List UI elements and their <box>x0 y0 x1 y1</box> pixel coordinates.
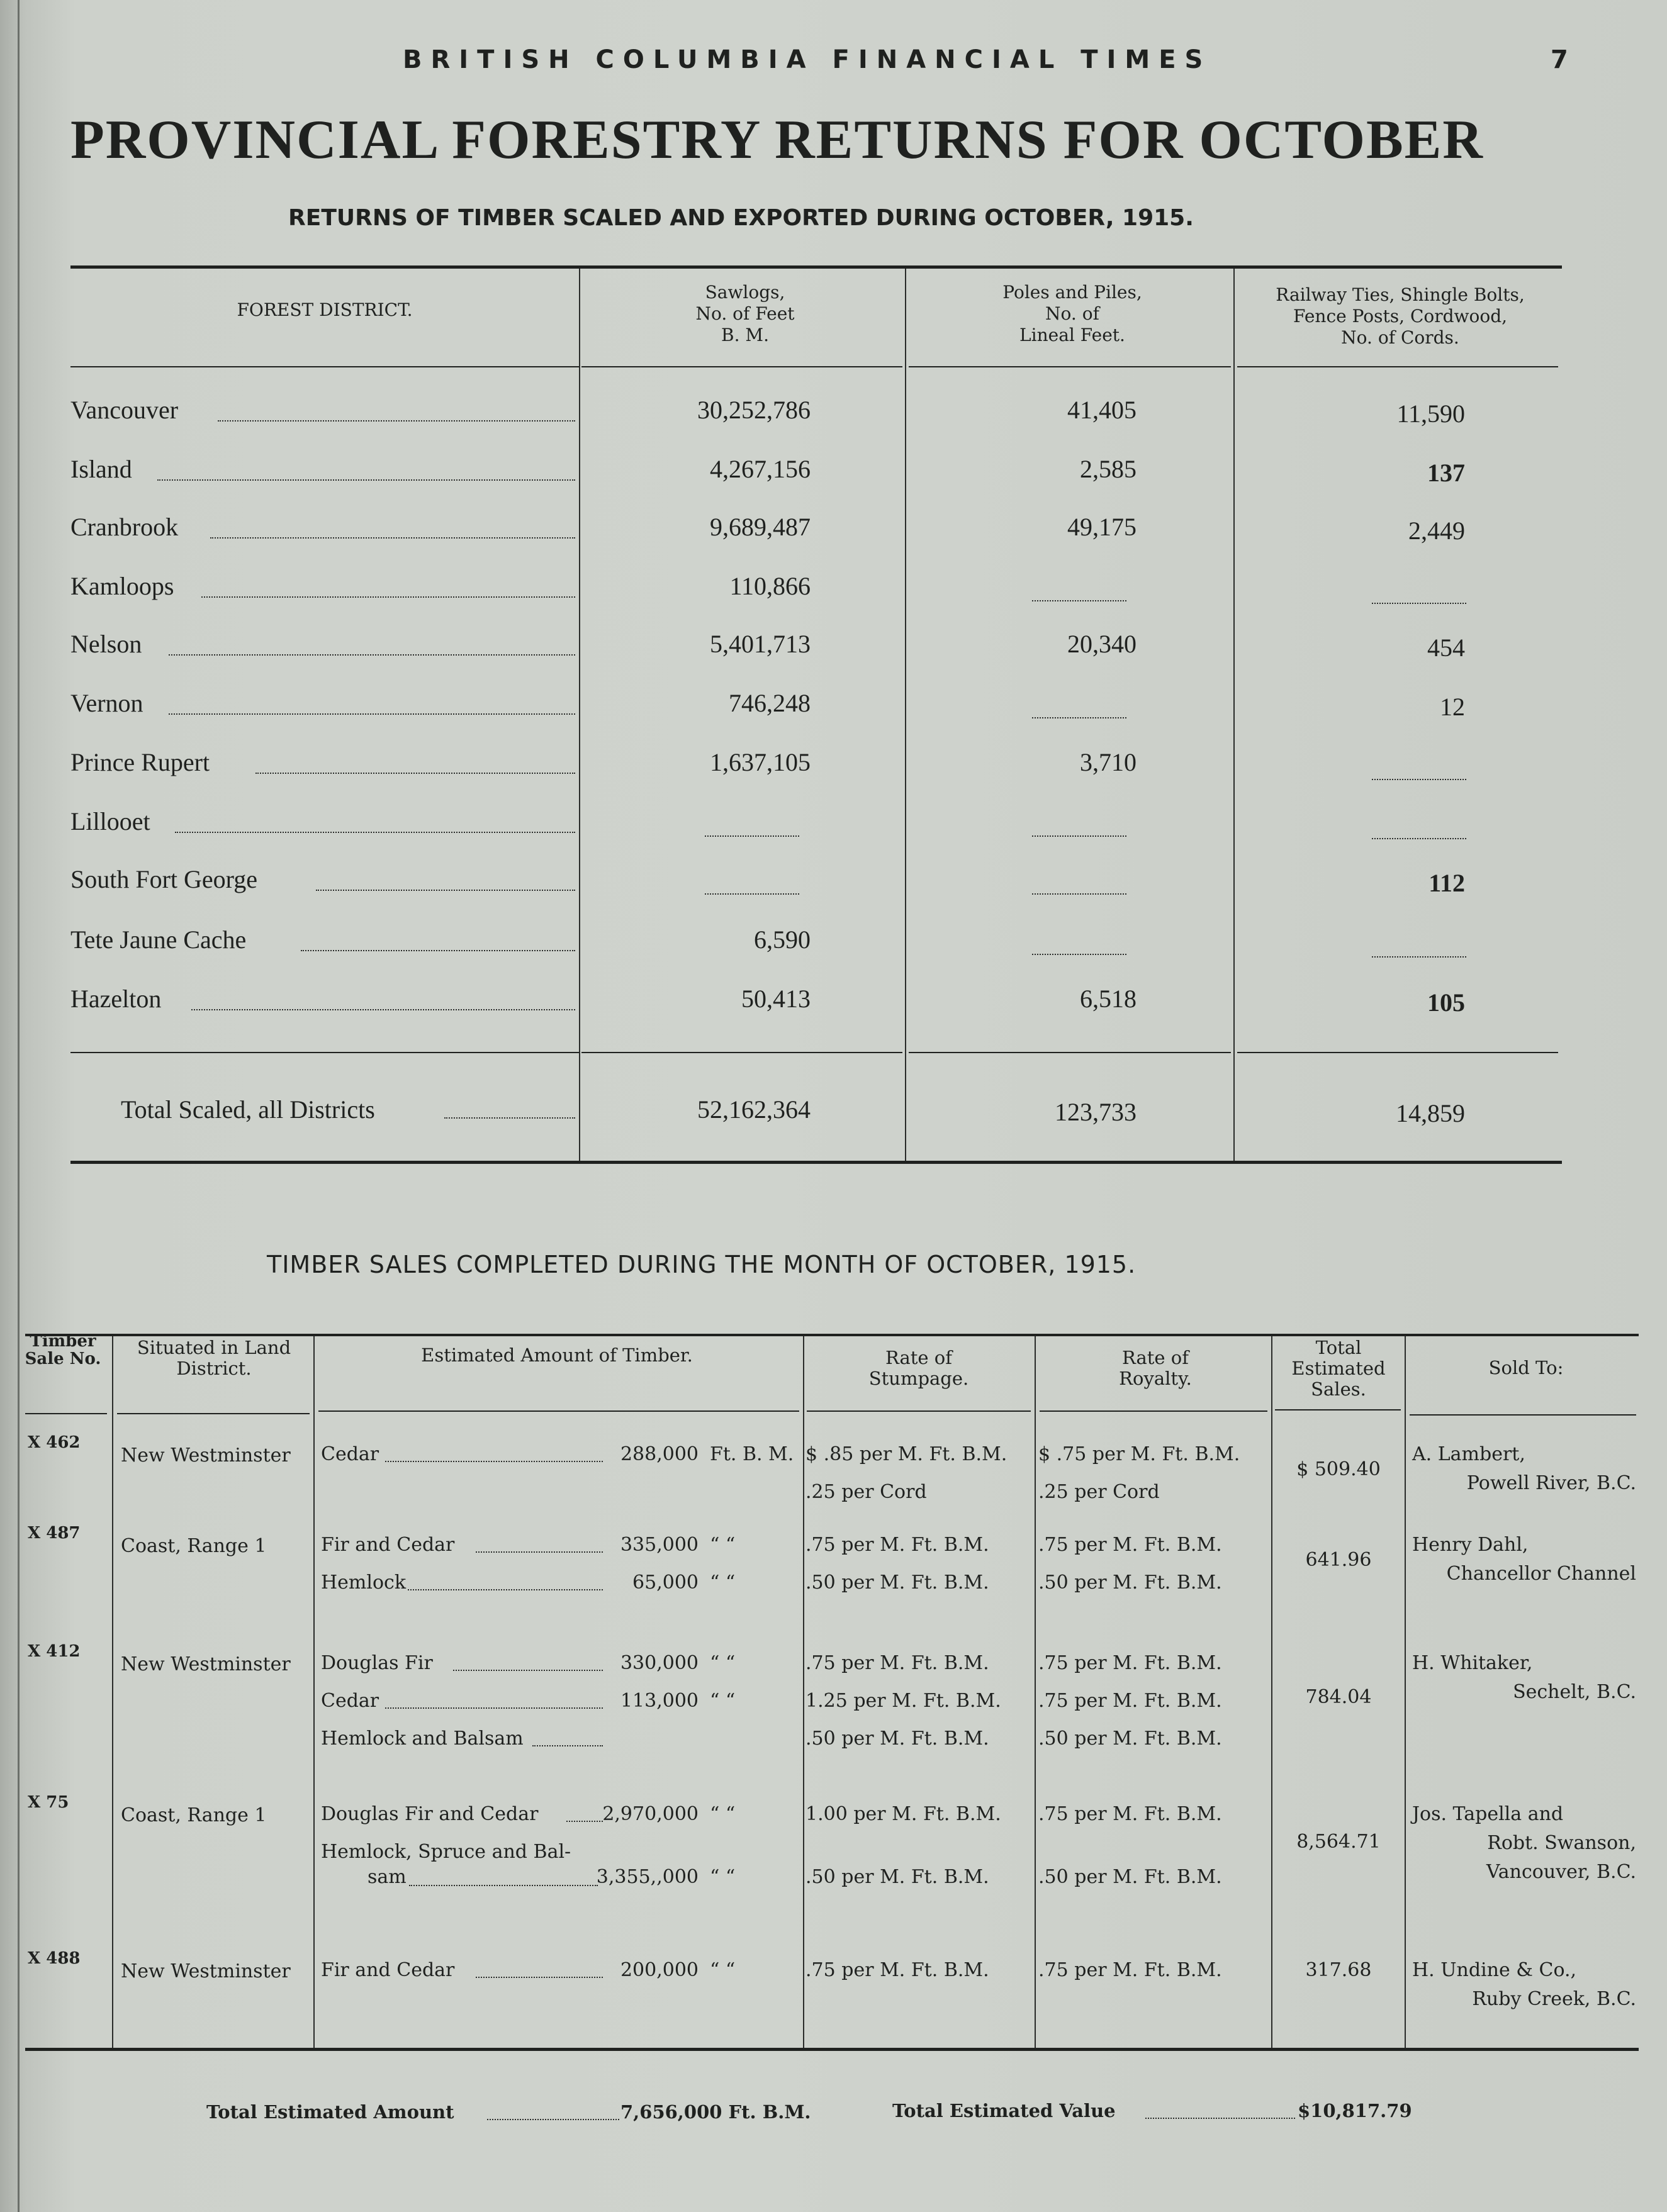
leader-dots <box>191 1009 575 1010</box>
stumpage-rate: .75 per M. Ft. B.M. <box>805 1652 989 1674</box>
stumpage-rate: .75 per M. Ft. B.M. <box>805 1534 989 1556</box>
poles-value: 2,585 <box>1080 455 1137 483</box>
page-number: 7 <box>1551 45 1568 74</box>
running-title: BRITISH COLUMBIA FINANCIAL TIMES <box>403 45 1212 74</box>
stumpage-rate: 1.25 per M. Ft. B.M. <box>805 1690 1001 1712</box>
royalty-rate: $ .75 per M. Ft. B.M. <box>1038 1443 1240 1465</box>
buyer-line: Vancouver, B.C. <box>1486 1861 1636 1883</box>
amount: 65,000 <box>632 1572 699 1594</box>
column-divider <box>1271 1336 1272 2051</box>
unit: “ “ <box>710 1534 736 1556</box>
district-name: Cranbrook <box>70 513 179 541</box>
ties-value: 2,449 <box>1408 517 1465 545</box>
unit: “ “ <box>710 1652 736 1674</box>
footer-value-label: Total Estimated Value <box>892 2100 1116 2121</box>
table-rule-bottom <box>70 1161 1562 1164</box>
ties-value: 112 <box>1428 869 1465 897</box>
header-underline <box>70 366 579 367</box>
poles-blank <box>1032 835 1126 837</box>
total-poles: 123,733 <box>1055 1098 1137 1126</box>
header-underline <box>1237 366 1558 367</box>
leader-dots <box>385 1707 603 1709</box>
district-name: Kamloops <box>70 572 174 600</box>
sawlogs-value: 110,866 <box>729 572 811 600</box>
royalty-rate: .75 per M. Ft. B.M. <box>1038 1534 1222 1556</box>
column-divider <box>112 1336 113 2051</box>
buyer-line: A. Lambert, <box>1412 1443 1525 1465</box>
royalty-rate: .75 per M. Ft. B.M. <box>1038 1690 1222 1712</box>
col-header-total: Total Estimated Sales. <box>1291 1337 1386 1400</box>
leader-dots <box>444 1117 575 1119</box>
sale-total: 784.04 <box>1305 1686 1372 1708</box>
royalty-rate: .50 per M. Ft. B.M. <box>1038 1728 1222 1750</box>
district-name: Island <box>70 455 132 483</box>
ties-blank <box>1372 838 1466 839</box>
ties-blank <box>1372 779 1466 780</box>
district-name: Vernon <box>70 689 143 717</box>
royalty-rate: .50 per M. Ft. B.M. <box>1038 1572 1222 1594</box>
sawlogs-blank <box>705 835 799 837</box>
leader-dots <box>385 1461 603 1462</box>
poles-value: 20,340 <box>1067 630 1137 658</box>
ties-value: 105 <box>1427 988 1465 1017</box>
unit: “ “ <box>710 1803 736 1825</box>
header-underline <box>25 1413 107 1414</box>
col-header-sale-no: Timber Sale No. <box>25 1332 101 1368</box>
leader-dots <box>476 1977 603 1978</box>
total-rule <box>1237 1052 1558 1053</box>
unit: “ “ <box>710 1572 736 1594</box>
royalty-rate: .75 per M. Ft. B.M. <box>1038 1652 1222 1674</box>
sawlogs-value: 746,248 <box>729 689 811 717</box>
district-name: Vancouver <box>70 396 179 424</box>
header-underline <box>117 1413 310 1414</box>
col-header-poles: Poles and Piles, No. of Lineal Feet. <box>1002 282 1142 345</box>
column-divider <box>579 269 580 1161</box>
species: Cedar <box>321 1443 379 1465</box>
buyer-line: Henry Dahl, <box>1412 1534 1529 1556</box>
buyer-line: H. Undine & Co., <box>1412 1959 1577 1981</box>
buyer-line: H. Whitaker, <box>1412 1652 1533 1674</box>
leader-dots <box>487 2119 619 2120</box>
ties-value: 137 <box>1427 459 1465 487</box>
leader-dots <box>1145 2118 1295 2119</box>
ties-value: 11,590 <box>1396 399 1465 428</box>
species: Douglas Fir and Cedar <box>321 1803 539 1825</box>
stumpage-rate: .25 per Cord <box>805 1481 927 1503</box>
species-cont: sam <box>368 1866 407 1888</box>
species: Fir and Cedar <box>321 1534 455 1556</box>
sale-total: $ 509.40 <box>1296 1458 1381 1480</box>
amount: 335,000 <box>620 1534 699 1556</box>
total-rule <box>581 1052 902 1053</box>
district-name: Nelson <box>70 630 142 658</box>
species: Cedar <box>321 1690 379 1712</box>
leader-dots <box>218 420 575 422</box>
total-label: Total Scaled, all Districts <box>121 1095 375 1124</box>
total-rule <box>909 1052 1231 1053</box>
stumpage-rate: .50 per M. Ft. B.M. <box>805 1866 989 1888</box>
page-title: PROVINCIAL FORESTRY RETURNS FOR OCTOBER <box>70 109 1484 170</box>
leader-dots <box>316 890 575 891</box>
sawlogs-value: 1,637,105 <box>710 748 811 776</box>
leader-dots <box>532 1745 603 1746</box>
species: Fir and Cedar <box>321 1959 455 1981</box>
royalty-rate: .75 per M. Ft. B.M. <box>1038 1959 1222 1981</box>
poles-value: 49,175 <box>1067 513 1137 541</box>
leader-dots <box>301 950 575 951</box>
col-header-stumpage: Rate of Stumpage. <box>868 1347 969 1389</box>
header-underline <box>318 1410 799 1412</box>
buyer-line: Sechelt, B.C. <box>1513 1681 1636 1703</box>
stumpage-rate: 1.00 per M. Ft. B.M. <box>805 1803 1001 1825</box>
sawlogs-value: 50,413 <box>741 985 811 1013</box>
sawlogs-value: 30,252,786 <box>697 396 811 424</box>
leader-dots <box>201 596 575 598</box>
header-underline <box>807 1410 1031 1412</box>
total-sawlogs: 52,162,364 <box>697 1095 811 1124</box>
header-underline <box>1040 1410 1267 1412</box>
col-header-district: Situated in Land District. <box>137 1337 291 1379</box>
column-divider <box>1233 269 1235 1161</box>
amount: 113,000 <box>620 1690 699 1712</box>
column-divider <box>905 269 906 1161</box>
ties-value: 454 <box>1427 634 1465 662</box>
col-header-royalty: Rate of Royalty. <box>1119 1347 1192 1389</box>
poles-blank <box>1032 954 1126 955</box>
header-underline <box>581 366 902 367</box>
buyer-line: Jos. Tapella and <box>1412 1803 1564 1825</box>
stumpage-rate: .50 per M. Ft. B.M. <box>805 1572 989 1594</box>
ties-blank <box>1372 956 1466 958</box>
sale-total: 8,564.71 <box>1296 1831 1381 1853</box>
poles-blank <box>1032 600 1126 601</box>
sale-number: X 75 <box>28 1793 69 1812</box>
leader-dots <box>175 832 575 833</box>
leader-dots <box>408 1589 603 1590</box>
buyer-line: Robt. Swanson, <box>1487 1832 1636 1854</box>
royalty-rate: .50 per M. Ft. B.M. <box>1038 1866 1222 1888</box>
sale-number: X 488 <box>28 1949 81 1968</box>
species: Douglas Fir <box>321 1652 433 1674</box>
poles-blank <box>1032 717 1126 718</box>
royalty-rate: .25 per Cord <box>1038 1481 1160 1503</box>
amount: 2,970,000 <box>602 1803 699 1825</box>
district-name: Lillooet <box>70 807 150 835</box>
leader-dots <box>169 713 575 715</box>
buyer-line: Chancellor Channel <box>1446 1563 1636 1585</box>
sale-district: New Westminster <box>121 1653 291 1675</box>
district-name: Prince Rupert <box>70 748 210 776</box>
species: Hemlock, Spruce and Bal- <box>321 1841 571 1863</box>
leader-dots <box>255 773 575 774</box>
ties-blank <box>1372 603 1466 604</box>
unit: “ “ <box>710 1866 736 1888</box>
col-header-sawlogs: Sawlogs, No. of Feet B. M. <box>695 282 795 345</box>
sale-number: X 487 <box>28 1524 81 1543</box>
species: Hemlock and Balsam <box>321 1728 524 1750</box>
col-header-sold-to: Sold To: <box>1488 1357 1564 1378</box>
leader-dots <box>210 537 575 539</box>
leader-dots <box>453 1670 603 1671</box>
leader-dots <box>157 479 575 481</box>
sale-number: X 412 <box>28 1642 81 1661</box>
sales-rule-bottom <box>25 2048 1639 2051</box>
column-divider <box>1035 1336 1036 2051</box>
total-ties: 14,859 <box>1396 1099 1465 1127</box>
total-rule <box>70 1052 579 1053</box>
stumpage-rate: $ .85 per M. Ft. B.M. <box>805 1443 1007 1465</box>
returns-subtitle: RETURNS OF TIMBER SCALED AND EXPORTED DURING OCTOBER, 1915. <box>288 205 1194 231</box>
sawlogs-value: 6,590 <box>754 925 811 954</box>
species: Hemlock <box>321 1572 406 1594</box>
footer-amount-value: 7,656,000 Ft. B.M. <box>620 2101 811 2123</box>
binding-edge <box>18 0 20 2212</box>
leader-dots <box>169 654 575 656</box>
sale-district: New Westminster <box>121 1960 291 1982</box>
leader-dots <box>409 1885 598 1886</box>
royalty-rate: .75 per M. Ft. B.M. <box>1038 1803 1222 1825</box>
sawlogs-value: 5,401,713 <box>710 630 811 658</box>
stumpage-rate: .50 per M. Ft. B.M. <box>805 1728 989 1750</box>
poles-blank <box>1032 893 1126 895</box>
footer-amount-label: Total Estimated Amount <box>206 2101 454 2123</box>
column-divider <box>313 1336 315 2051</box>
amount: 3,355,,000 <box>596 1866 699 1888</box>
unit: “ “ <box>710 1959 736 1981</box>
table-rule-top <box>70 265 1562 269</box>
ties-value: 12 <box>1440 693 1465 721</box>
col-header-ties: Railway Ties, Shingle Bolts, Fence Posts, Cordwood, No. of Cords. <box>1276 284 1525 348</box>
sale-district: Coast, Range 1 <box>121 1535 267 1557</box>
amount: 330,000 <box>620 1652 699 1674</box>
sale-district: New Westminster <box>121 1444 291 1466</box>
sale-district: Coast, Range 1 <box>121 1804 267 1826</box>
poles-value: 3,710 <box>1080 748 1137 776</box>
col-header-amount: Estimated Amount of Timber. <box>421 1344 693 1366</box>
buyer-line: Powell River, B.C. <box>1466 1472 1636 1494</box>
district-name: South Fort George <box>70 865 258 893</box>
buyer-line: Ruby Creek, B.C. <box>1472 1988 1636 2010</box>
stumpage-rate: .75 per M. Ft. B.M. <box>805 1959 989 1981</box>
district-name: Hazelton <box>70 985 162 1013</box>
sale-total: 641.96 <box>1305 1549 1372 1571</box>
amount: 200,000 <box>620 1959 699 1981</box>
col-header-district: FOREST DISTRICT. <box>237 299 413 320</box>
header-underline <box>909 366 1231 367</box>
unit: Ft. B. M. <box>710 1443 794 1465</box>
column-divider <box>1405 1336 1406 2051</box>
header-underline <box>1410 1414 1636 1416</box>
sawlogs-blank <box>705 893 799 895</box>
sawlogs-value: 4,267,156 <box>710 455 811 483</box>
unit: “ “ <box>710 1690 736 1712</box>
sawlogs-value: 9,689,487 <box>710 513 811 541</box>
sales-subtitle: TIMBER SALES COMPLETED DURING THE MONTH OF OCTOBER, 1915. <box>267 1251 1137 1278</box>
amount: 288,000 <box>620 1443 699 1465</box>
poles-value: 41,405 <box>1067 396 1137 424</box>
column-divider <box>803 1336 804 2051</box>
header-underline <box>1275 1409 1401 1410</box>
poles-value: 6,518 <box>1080 985 1137 1013</box>
footer-value-value: $10,817.79 <box>1298 2100 1412 2121</box>
sales-rule-top <box>25 1334 1639 1336</box>
district-name: Tete Jaune Cache <box>70 925 247 954</box>
sale-number: X 462 <box>28 1433 81 1452</box>
leader-dots <box>476 1551 603 1553</box>
sale-total: 317.68 <box>1305 1959 1372 1981</box>
